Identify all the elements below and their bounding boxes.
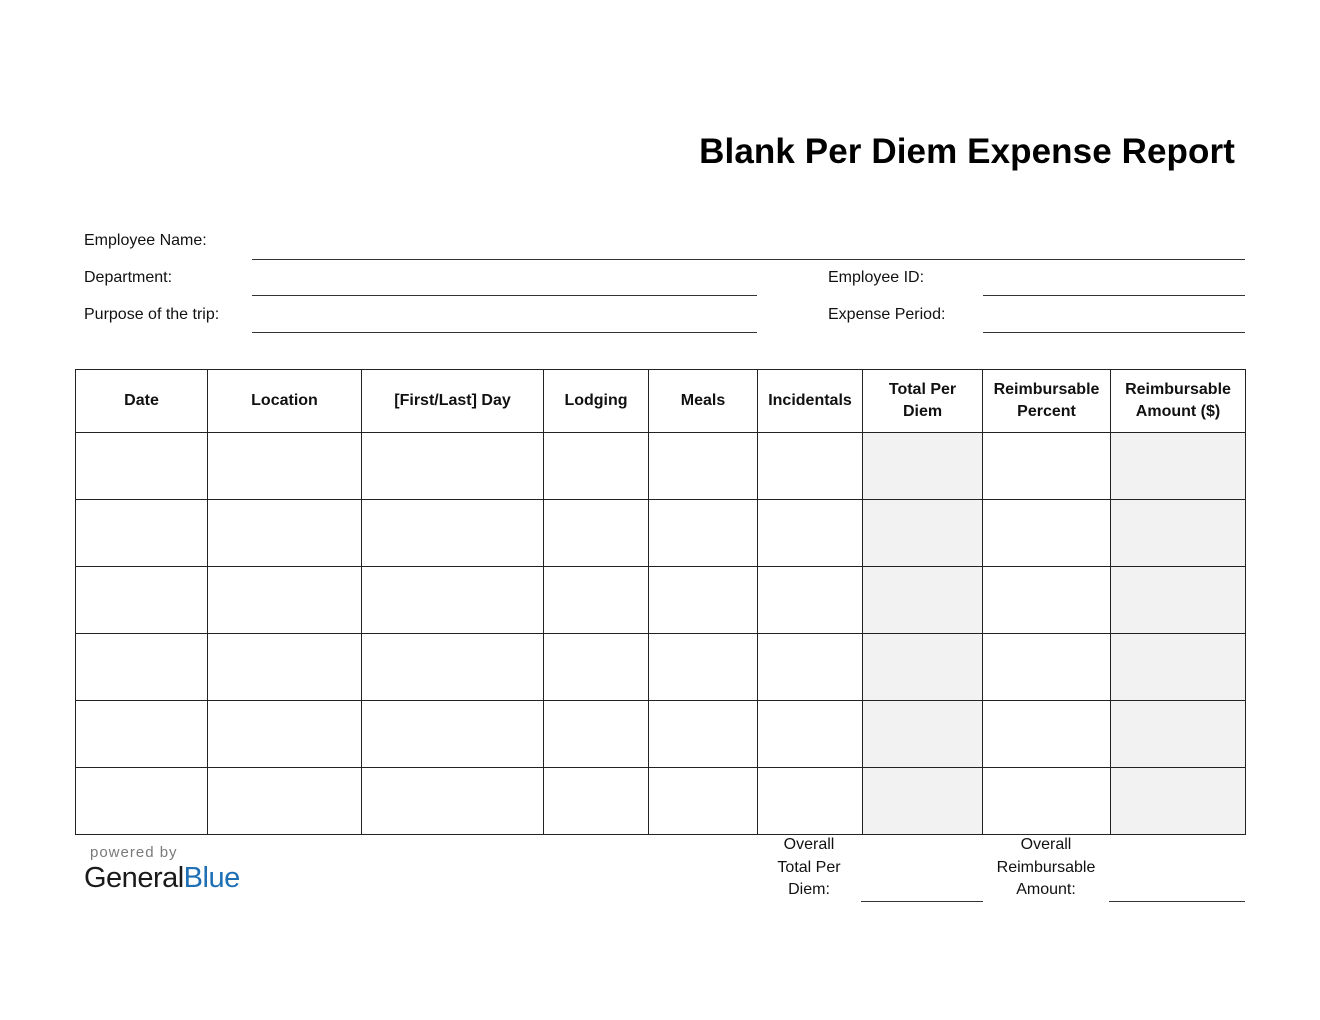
header-incidentals: Incidentals (758, 370, 863, 433)
employee-name-field[interactable] (252, 259, 1245, 260)
table-cell[interactable] (983, 768, 1111, 835)
table-cell[interactable] (544, 768, 649, 835)
table-cell[interactable] (863, 634, 983, 701)
table-cell[interactable] (76, 634, 208, 701)
table-cell[interactable] (649, 433, 758, 500)
generalblue-logo: GeneralBlue (84, 862, 240, 894)
employee-id-label: Employee ID: (828, 269, 925, 286)
table-cell[interactable] (208, 567, 362, 634)
table-cell[interactable] (863, 567, 983, 634)
header-lodging: Lodging (544, 370, 649, 433)
table-cell[interactable] (544, 701, 649, 768)
table-cell[interactable] (362, 433, 544, 500)
table-cell[interactable] (649, 634, 758, 701)
table-body (76, 433, 1246, 835)
department-field[interactable] (252, 295, 757, 296)
table-row (76, 500, 1246, 567)
table-cell[interactable] (208, 634, 362, 701)
table-cell[interactable] (758, 433, 863, 500)
overall-reimbursable-amount-field[interactable] (1109, 901, 1245, 902)
table-cell[interactable] (362, 567, 544, 634)
table-cell[interactable] (362, 768, 544, 835)
table-cell[interactable] (983, 567, 1111, 634)
table-cell[interactable] (758, 500, 863, 567)
table-cell[interactable] (983, 500, 1111, 567)
table-cell[interactable] (76, 500, 208, 567)
table-cell[interactable] (544, 567, 649, 634)
expense-period-field[interactable] (983, 332, 1245, 333)
table-cell[interactable] (758, 634, 863, 701)
table-cell[interactable] (863, 701, 983, 768)
table-row (76, 701, 1246, 768)
purpose-field[interactable] (252, 332, 757, 333)
purpose-label: Purpose of the trip: (84, 306, 220, 323)
table-row (76, 768, 1246, 835)
table-cell[interactable] (208, 433, 362, 500)
header-first-last-day: [First/Last] Day (362, 370, 544, 433)
table-cell[interactable] (76, 701, 208, 768)
table-cell[interactable] (758, 768, 863, 835)
table-cell[interactable] (983, 701, 1111, 768)
table-cell[interactable] (76, 433, 208, 500)
table-cell[interactable] (649, 500, 758, 567)
header-reimbursable-amount: Reimbursable Amount ($) (1111, 370, 1246, 433)
table-cell[interactable] (863, 500, 983, 567)
employee-id-field[interactable] (983, 295, 1245, 296)
table-cell[interactable] (649, 768, 758, 835)
header-total-per-diem: Total Per Diem (863, 370, 983, 433)
table-cell[interactable] (649, 567, 758, 634)
overall-reimbursable-amount-label: Overall Reimbursable Amount: (996, 836, 1096, 898)
table-cell[interactable] (362, 701, 544, 768)
page-title: Blank Per Diem Expense Report (699, 132, 1235, 171)
table-cell[interactable] (983, 634, 1111, 701)
table-cell[interactable] (758, 701, 863, 768)
table-cell[interactable] (1111, 768, 1246, 835)
table-row (76, 634, 1246, 701)
table-row (76, 567, 1246, 634)
table-cell[interactable] (649, 701, 758, 768)
overall-total-per-diem-field[interactable] (861, 901, 983, 902)
table-cell[interactable] (1111, 567, 1246, 634)
table-cell[interactable] (76, 567, 208, 634)
header-reimbursable-percent: Reimbursable Percent (983, 370, 1111, 433)
table-cell[interactable] (544, 500, 649, 567)
table-cell[interactable] (544, 634, 649, 701)
header-date: Date (76, 370, 208, 433)
table-cell[interactable] (758, 567, 863, 634)
table-cell[interactable] (208, 500, 362, 567)
table-cell[interactable] (208, 768, 362, 835)
table-cell[interactable] (362, 500, 544, 567)
table-cell[interactable] (544, 433, 649, 500)
header-location: Location (208, 370, 362, 433)
table-cell[interactable] (76, 768, 208, 835)
table-cell[interactable] (1111, 500, 1246, 567)
table-cell[interactable] (983, 433, 1111, 500)
employee-name-label: Employee Name: (84, 232, 207, 249)
table-cell[interactable] (208, 701, 362, 768)
expense-period-label: Expense Period: (828, 306, 946, 323)
table-cell[interactable] (863, 433, 983, 500)
table-row (76, 433, 1246, 500)
table-cell[interactable] (362, 634, 544, 701)
table-cell[interactable] (1111, 433, 1246, 500)
table-cell[interactable] (863, 768, 983, 835)
header-meals: Meals (649, 370, 758, 433)
department-label: Department: (84, 269, 173, 286)
table-cell[interactable] (1111, 634, 1246, 701)
overall-total-per-diem-label: Overall Total Per Diem: (777, 836, 841, 898)
table-cell[interactable] (1111, 701, 1246, 768)
powered-by-text: powered by (90, 844, 178, 861)
expense-table (75, 369, 1246, 835)
